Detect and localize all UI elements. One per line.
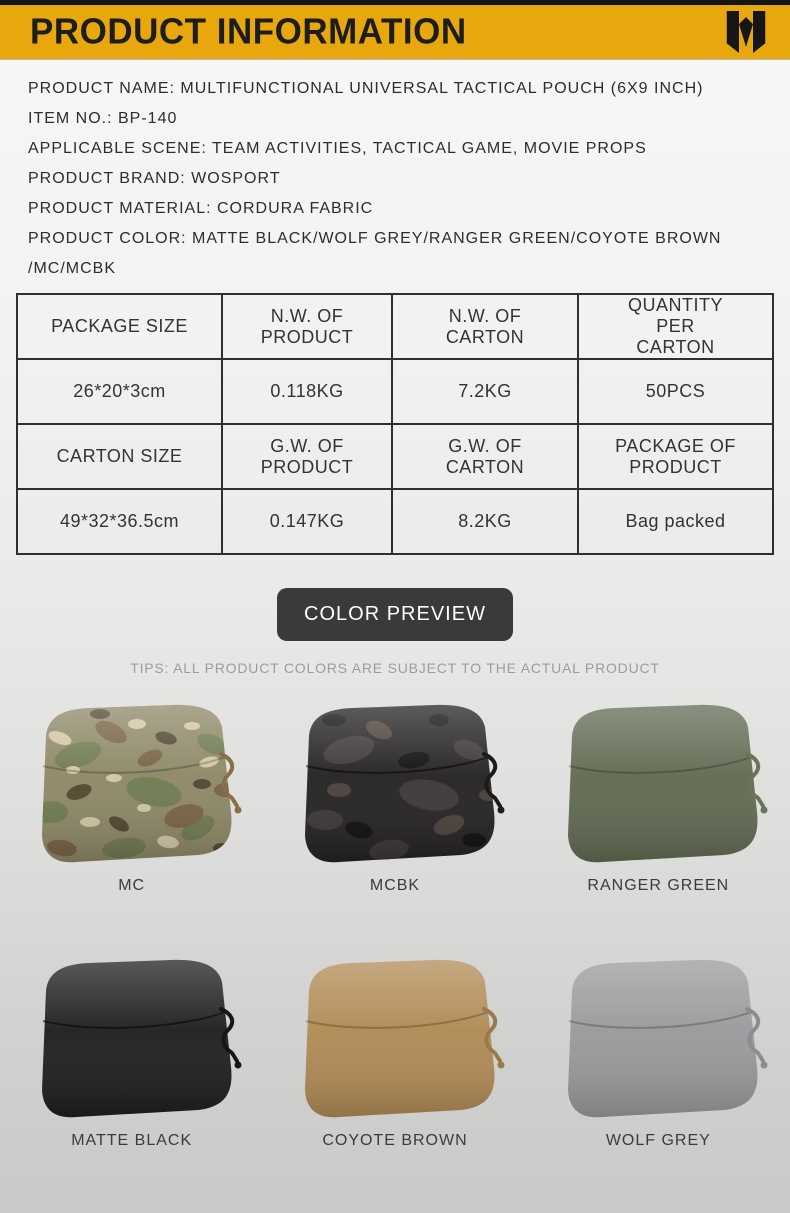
cell-carton-size-value: 49*32*36.5cm	[17, 489, 222, 554]
detail-applicable-scene: APPLICABLE SCENE: TEAM ACTIVITIES, TACTICAL GAME, MOVIE PROPS	[28, 140, 647, 157]
detail-product-name: PRODUCT NAME: MULTIFUNCTIONAL UNIVERSAL TACTICAL POUCH (6X9 INCH)	[28, 80, 704, 97]
cell-package-of-label: PACKAGE OF PRODUCT	[578, 424, 773, 489]
page-header	[0, 5, 790, 59]
swatch-ranger-green	[527, 700, 790, 895]
cell-qty-carton-label: QUANTITY PER CARTON	[578, 294, 773, 359]
package-spec-table	[16, 293, 774, 555]
swatch-coyote-brown	[263, 955, 526, 1150]
cell-package-size-value: 26*20*3cm	[17, 359, 222, 424]
pouch-image-coyote-brown	[276, 955, 514, 1127]
color-tips-text: TIPS: ALL PRODUCT COLORS ARE SUBJECT TO THE ACTUAL PRODUCT	[130, 660, 660, 676]
cell-gw-product-value: 0.147KG	[222, 489, 392, 554]
cell-carton-size-label: CARTON SIZE	[17, 424, 222, 489]
swatch-label-mcbk: MCBK	[369, 877, 421, 894]
cell-nw-carton-label: N.W. OF CARTON	[392, 294, 578, 359]
swatch-label-mc: MC	[118, 877, 146, 894]
table-row	[17, 294, 773, 359]
swatch-mcbk	[263, 700, 526, 895]
pouch-image-matte-black	[13, 955, 251, 1127]
cell-package-size-label: PACKAGE SIZE	[17, 294, 222, 359]
cell-nw-product-value: 0.118KG	[222, 359, 392, 424]
cell-nw-carton-value: 7.2KG	[392, 359, 578, 424]
page-title: PRODUCT INFORMATION	[30, 11, 467, 52]
cell-gw-product-label: G.W. OF PRODUCT	[222, 424, 392, 489]
table-row	[17, 359, 773, 424]
table-row	[17, 424, 773, 489]
cell-package-of-value: Bag packed	[578, 489, 773, 554]
pouch-image-ranger-green	[539, 700, 777, 872]
pouch-image-mcbk	[276, 700, 514, 872]
detail-item-no: ITEM NO.: BP-140	[28, 110, 178, 127]
swatch-matte-black	[0, 955, 263, 1150]
swatch-label-wolf-grey: WOLF GREY	[605, 1132, 711, 1149]
swatch-mc	[0, 700, 263, 895]
cell-nw-product-label: N.W. OF PRODUCT	[222, 294, 392, 359]
swatch-label-ranger-green: RANGER GREEN	[587, 877, 730, 894]
cell-gw-carton-value: 8.2KG	[392, 489, 578, 554]
color-swatch-row-2	[0, 955, 790, 1150]
color-swatch-row-1	[0, 700, 790, 895]
color-preview-button[interactable]: COLOR PREVIEW	[277, 588, 513, 641]
cell-gw-carton-label: G.W. OF CARTON	[392, 424, 578, 489]
cell-qty-carton-value: 50PCS	[578, 359, 773, 424]
pouch-image-wolf-grey	[539, 955, 777, 1127]
detail-color: PRODUCT COLOR: MATTE BLACK/WOLF GREY/RANGER GREEN/COYOTE BROWN	[28, 230, 722, 247]
product-details	[0, 59, 790, 284]
table-row	[17, 489, 773, 554]
detail-brand: PRODUCT BRAND: WOSPORT	[28, 170, 281, 187]
detail-color-cont: /MC/MCBK	[28, 260, 116, 277]
swatch-label-coyote-brown: COYOTE BROWN	[322, 1132, 468, 1149]
wosport-logo-icon	[724, 11, 768, 53]
pouch-image-mc	[13, 700, 251, 872]
detail-material: PRODUCT MATERIAL: CORDURA FABRIC	[28, 200, 374, 217]
swatch-label-matte-black: MATTE BLACK	[71, 1132, 193, 1149]
swatch-wolf-grey	[527, 955, 790, 1150]
